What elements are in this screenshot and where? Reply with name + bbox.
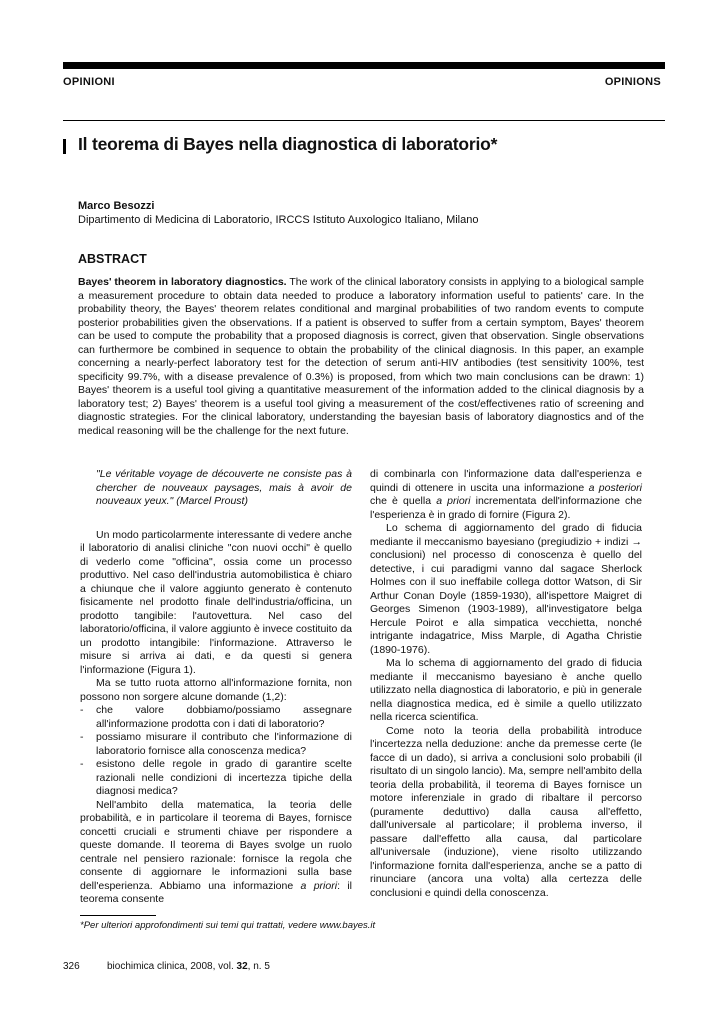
- abstract-body: The work of the clinical laboratory consists in applying to a biological sample a measurement procedure to obtain data needed to produce a laboratory information useful to patients' care. In the probability theory, the Bayes' theorem relates conditional and marginal probabilities of two random events to compute posterior probabilities given the observations. If a patient is observed to suffer from a certain symptom, Bayes' theorem can be used to compute the probability that a proposed diagnosis is correct, given that observation. Single observations can furthermore be combined in sequence to obtain the probability of the clinical diagnosis. In this paper, an example concerning a nearly-perfect laboratory test for the detection of serum anti-HIV antibodies (test sensitivity 100%, test specificity 99.7%, with a disease prevalence of 0.3%) is proposed, from which two main conclusions can be drawn: 1) Bayes' theorem is a useful tool giving a quantitative measurement of the information added to the clinical diagnosis by a laboratory test; 2) Bayes' theorem is a useful tool giving a measurement of the cost/effectivenes ratio of screening and diagnostic strategies. For the clinical laboratory, understanding the bayesian basis of laboratory diagnostics and of the medical reasoning will be the challenge for the next future.: [78, 276, 644, 437]
- author-affiliation: Dipartimento di Medicina di Laboratorio, IRCCS Istituto Auxologico Italiano, Milano: [78, 214, 479, 226]
- footnote: *Per ulteriori approfondimenti sui temi qui trattati, vedere www.bayes.it: [80, 920, 376, 931]
- section-label-left: OPINIONI: [63, 76, 115, 88]
- paragraph: Un modo particolarmente interessante di vedere anche il laboratorio di analisi cliniche "con nuovi occhi" è quello di vederlo come "officina", ossia come un processo produttivo. Nel caso dell'industria automobilistica è chiaro a chiunque che il valore aggiunto generato è contenuto fisicamente nel prodotto finale dell'industria/officina, un prodotto tangibile: l'autovettura. Nel caso del laboratorio/officina, il valore aggiunto è invece costituito da un prodotto intangibile: l'informazione. Attraverso le misure si arriva ai dati, e da questi si genera l'informazione (Figura 1).: [80, 528, 352, 676]
- right-column: [370, 468, 642, 900]
- journal-volume: 32: [236, 961, 248, 972]
- footnote-rule: [80, 915, 156, 916]
- journal-issue: , n. 5: [247, 961, 270, 972]
- paragraph-text: Nell'ambito della matematica, la teoria delle probabilità, e in particolare il teorema di Bayes, fornisce concetti cruciali e strumenti chiave per rispondere a queste domande. Il teorema di Bayes svolge un ruolo centrale nel pensiero razionale: fornisce la regola che consente di aggiornare le informazioni sulla base dell'esperienza. Abbiamo una informazione: [80, 798, 352, 892]
- paragraph-emphasis: a priori: [300, 879, 338, 892]
- title-marker: [63, 139, 66, 154]
- paragraph: [80, 799, 352, 907]
- journal-citation: [107, 961, 270, 972]
- list-item: - esistono delle regole in grado di garantire scelte razionali nelle condizioni di incertezza tipiche della diagnosi medica?: [80, 758, 352, 799]
- paragraph-text: che è quella: [370, 495, 437, 507]
- question-list: [80, 704, 352, 799]
- paragraph: Lo schema di aggiornamento del grado di fiducia mediante il meccanismo bayesiano (pregiudizio + indizi → conclusioni) nel processo di conoscenza è quello del detective, i cui paradigmi vanno dal sagace Sherlock Holmes con il suo ineffabile collega dottor Watson, di Sir Arthur Conan Doyle (1859-1930), all'ispettore Maigret di Georges Simenon (1903-1989), all'investigatore belga Hercule Poirot e alla simpatica vecchietta, nonché intrigante indagatrice, Miss Marple, di Agatha Christie (1890-1976).: [370, 522, 642, 656]
- list-item: - possiamo misurare il contributo che l'informazione di laboratorio fornisce alla conoscenza medica?: [80, 731, 352, 758]
- paragraph-text: di combinarla con l'informazione data dall'esperienza e quindi di ottenere in uscita una informazione: [370, 468, 642, 494]
- journal-text: biochimica clinica, 2008, vol.: [107, 961, 237, 972]
- article-title: Il teorema di Bayes nella diagnostica di laboratorio*: [78, 134, 498, 154]
- paragraph: Ma se tutto ruota attorno all'informazione fornita, non possono non sorgere alcune domande (1,2):: [80, 677, 352, 703]
- header-rule: [63, 62, 665, 69]
- paragraph-emphasis: a priori: [436, 495, 471, 507]
- paragraph: Come noto la teoria della probabilità introduce l'incertezza nella deduzione: anche da premesse certe (le facce di un dado), si arriva a conclusioni solo probabili (il risultato di un singolo lancio). Ma, sempre nell'ambito della teoria della probabilità, il teorema di Bayes fornisce un motore inferenziale in grado di ribaltare il percorso (puramente deduttivo) dalla causa all'effetto, dall'universale al particolare; il problema inverso, il passare dall'effetto alla causa, dal particolare all'universale (induzione), viene risolto utilizzando l'informazione fornita dall'esperienza, anche se a patto di rinunciare (ancora una volta) alla certezza delle conclusioni e quindi della conoscenza.: [370, 724, 642, 899]
- paragraph-text: incrementata dell'informazione che l'esperienza è in grado di fornire (Figura 2).: [370, 495, 642, 521]
- page-number: 326: [63, 961, 80, 972]
- abstract-heading: ABSTRACT: [78, 252, 147, 266]
- abstract-text: [78, 276, 644, 438]
- epigraph-quote: "Le véritable voyage de découverte ne consiste pas à chercher de nouveaux paysages, mais à avoir de nouveaux yeux." (Marcel Proust): [96, 468, 352, 507]
- paragraph: [370, 468, 642, 522]
- author-name: Marco Besozzi: [78, 200, 155, 212]
- list-item: - che valore dobbiamo/possiamo assegnare all'informazione prodotta con i dati di laboratorio?: [80, 704, 352, 731]
- left-column: [80, 468, 352, 907]
- section-label-right: OPINIONS: [604, 76, 661, 88]
- paragraph-text: : il teorema consente: [80, 879, 352, 905]
- abstract-lead: Bayes' theorem in laboratory diagnostics.: [78, 276, 287, 288]
- paragraph: Ma lo schema di aggiornamento del grado di fiducia mediante il meccanismo bayesiano è anche quello utilizzato nella diagnostica di laboratorio, e più in generale nella diagnostica medica, ed è simile a quello utilizzato nella ricerca scientifica.: [370, 657, 642, 723]
- header-divider: [63, 120, 665, 121]
- paragraph-emphasis: a posteriori: [588, 481, 642, 494]
